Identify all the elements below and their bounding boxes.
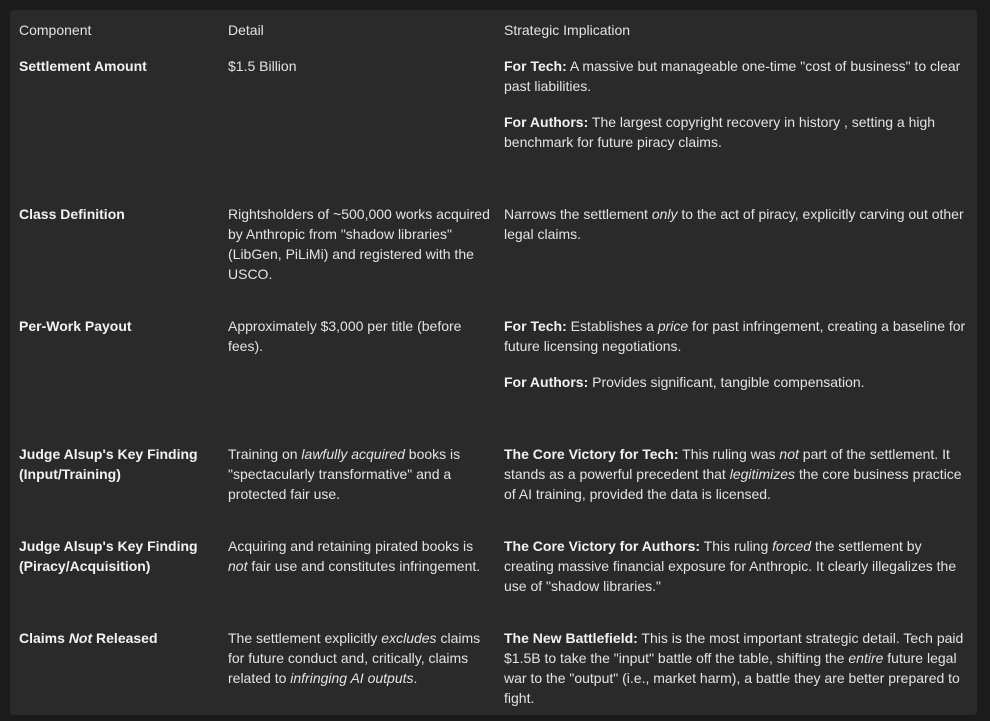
implication-cell [504, 204, 966, 244]
text-run: Claims [19, 630, 69, 646]
text-run: Narrows the settlement [504, 206, 652, 222]
text-run: to the act of piracy, explicitly carving out other legal claims. [504, 206, 964, 242]
comparison-table [10, 10, 977, 715]
component-cell [19, 536, 219, 576]
emphasis-text: price [657, 318, 689, 334]
emphasis-text: lawfully acquired [301, 446, 405, 462]
component-cell [19, 628, 219, 648]
text-run: books is "spectacularly transformative" and a protected fair use. [228, 446, 461, 502]
detail-cell [228, 536, 490, 576]
detail-cell [228, 628, 490, 688]
emphasis-text: only [651, 206, 678, 222]
implication-paragraph [504, 56, 966, 96]
text-run: $1.5 Billion [228, 58, 297, 74]
header-implication: Strategic Implication [504, 22, 631, 38]
text-run: Settlement Amount [19, 58, 147, 74]
text-run: Rightsholders of ~500,000 works acquired by Anthropic from "shadow libraries" (LibGen, PiLiMi) and registered with the USCO. [228, 206, 490, 282]
lead-label: For Authors: [504, 114, 589, 130]
implication-cell [504, 316, 966, 392]
emphasis-text: not [228, 558, 248, 574]
emphasis-text: not [779, 446, 799, 462]
emphasis-text: excludes [381, 630, 437, 646]
component-cell [19, 444, 219, 484]
text-run: for past infringement, creating a baseline for future licensing negotiations. [504, 318, 966, 354]
text-run: Per-Work Payout [19, 318, 132, 334]
implication-paragraph [504, 628, 966, 708]
text-run: claims for future conduct and, critically, claims related to [228, 630, 481, 686]
text-run: Judge Alsup's Key Finding (Piracy/Acquisition) [19, 538, 198, 574]
text-run: Class Definition [19, 206, 125, 222]
lead-label: For Authors: [504, 374, 589, 390]
text-run: The settlement explicitly [228, 630, 382, 646]
text-run: A massive but manageable one-time "cost of business" to clear past liabilities. [504, 58, 961, 94]
text-run: This ruling [700, 538, 773, 554]
implication-paragraph [504, 204, 966, 244]
emphasis-text: Not [68, 630, 93, 646]
header-component: Component [19, 22, 92, 38]
implication-paragraph [504, 372, 966, 392]
text-run: fair use and constitutes infringement. [247, 558, 481, 574]
component-cell [19, 56, 219, 76]
text-run: the core business practice of AI training, provided the data is licensed. [504, 466, 962, 502]
implication-cell [504, 536, 966, 596]
component-cell [19, 316, 219, 336]
emphasis-text: infringing AI outputs [290, 670, 414, 686]
component-cell [19, 204, 219, 224]
text-run: Released [92, 630, 158, 646]
implication-cell [504, 628, 966, 708]
lead-label: The Core Victory for Authors: [504, 538, 701, 554]
emphasis-text: entire [848, 650, 884, 666]
text-run: Approximately $3,000 per title (before fees). [228, 318, 462, 354]
text-run: The largest copyright recovery in history , setting a high benchmark for future piracy claims. [504, 114, 936, 150]
implication-cell [504, 56, 966, 152]
implication-paragraph [504, 112, 966, 152]
lead-label: The New Battlefield: [504, 630, 638, 646]
text-run: part of the settlement. It stands as a powerful precedent that [504, 446, 950, 482]
lead-label: The Core Victory for Tech: [504, 446, 679, 462]
text-run: Training on [228, 446, 302, 462]
text-run: This is the most important strategic detail. Tech paid $1.5B to take the "input" battle off the table, shifting the [504, 630, 964, 666]
lead-label: For Tech: [504, 58, 567, 74]
emphasis-text: forced [772, 538, 812, 554]
implication-paragraph [504, 444, 966, 504]
emphasis-text: legitimizes [729, 466, 796, 482]
text-run: This ruling was [678, 446, 780, 462]
detail-cell [228, 444, 490, 504]
implication-cell [504, 444, 966, 504]
text-run: Provides significant, tangible compensation. [588, 374, 865, 390]
text-run: future legal war to the "output" (i.e., market harm), a battle they are better prepared to fight. [504, 650, 960, 706]
text-run: . [413, 670, 418, 686]
implication-paragraph [504, 536, 966, 596]
detail-cell [228, 56, 490, 76]
text-run: Judge Alsup's Key Finding (Input/Training) [19, 446, 198, 482]
detail-cell [228, 204, 490, 284]
detail-cell [228, 316, 490, 356]
text-run: Acquiring and retaining pirated books is [228, 538, 474, 554]
implication-paragraph [504, 316, 966, 356]
text-run: Establishes a [566, 318, 658, 334]
lead-label: For Tech: [504, 318, 567, 334]
header-detail: Detail [228, 22, 264, 38]
text-run: the settlement by creating massive financial exposure for Anthropic. It clearly illegalizes the use of "shadow libraries." [504, 538, 957, 594]
